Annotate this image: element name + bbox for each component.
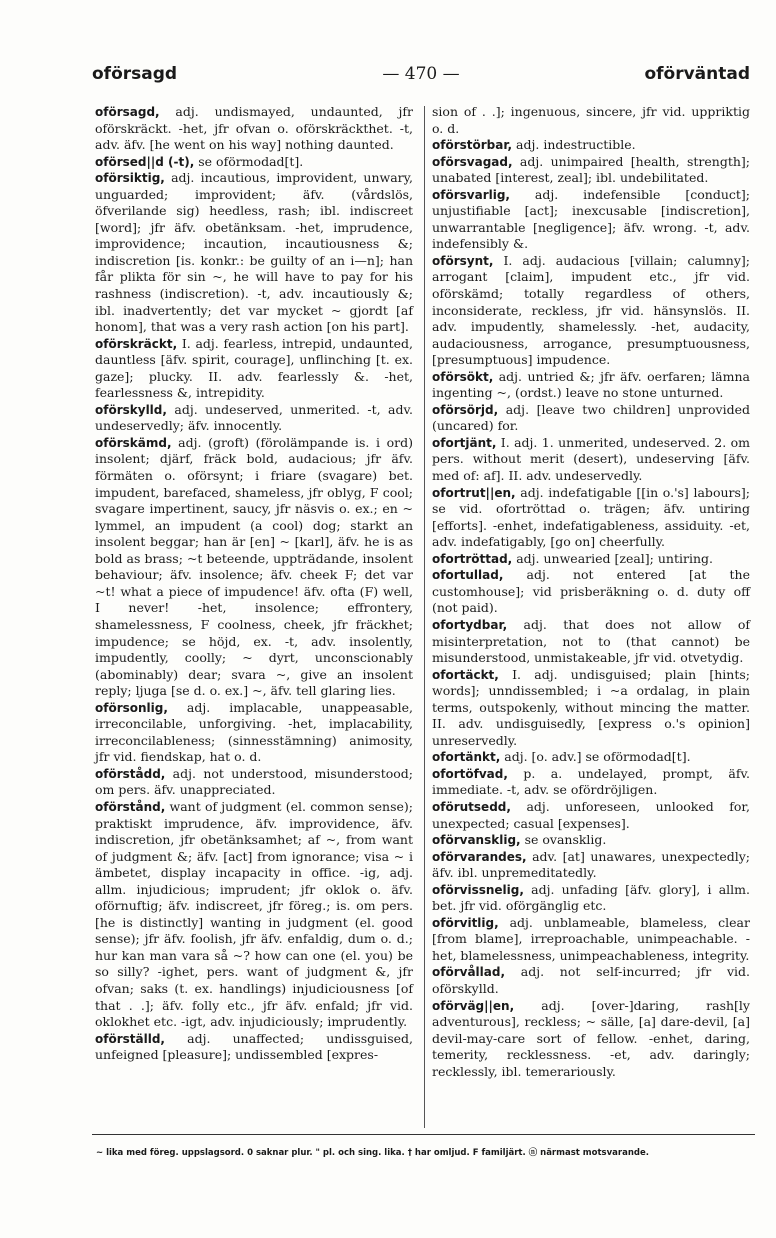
dictionary-entry xyxy=(432,154,750,187)
dictionary-entry xyxy=(432,799,750,832)
entry-body: adj. unimpaired [health, strength]; unabated [interest, zeal]; ibl. undebilitated. xyxy=(432,153,750,186)
dictionary-entry xyxy=(432,485,750,551)
dictionary-entry xyxy=(95,766,413,799)
header-left-guideword: oförsagd xyxy=(92,64,178,84)
entry-headword: oförstådd, xyxy=(95,766,166,781)
entry-body: adj. untried &; jfr äfv. oerfaren; lämna ingenting ~, (ordst.) leave no stone unturned. xyxy=(432,368,750,401)
entry-body: adj. unaffected; undissguised, unfeigned [pleasure]; undissembled [expres- xyxy=(95,1030,413,1063)
entry-headword: oförsörjd, xyxy=(432,402,499,417)
dictionary-entry xyxy=(432,104,750,137)
entry-headword: ofortröttad, xyxy=(432,551,513,566)
entry-headword: oförskylld, xyxy=(95,402,167,417)
entry-body: adj. (groft) (förolämpande is. i ord) insolent; djärf, fräck bold, audacious; jfr äfv. förmäten o. oförsynt; i friare (svagare) bet. impudent, barefaced, shameless, jfr oblyg, F cool; svagare impertinent, saucy, jfr näsvis o. ex.; en ~ lymmel, an impudent (a cool) dog; starkt an insolent beggar; han är [en] ~ [karl], äfv. he is as bold as brass; ~t beteende, uppträdande, insolent behaviour; äfv. insolence; äfv. cheek F; det var ~t! what a piece of impudence! äfv. ofta (F) well, I never! -het, insolence; effrontery, shamelessness, F coolness, cheek, jfr fräckhet; impudence; se höjd, ex. -t, adv. insolently, impudently, coolly; ~ dyrt, unconscionably (abominably) dear; svara ~, give an insolent reply; ljuga [se d. o. ex.] ~, äfv. tell glaring lies. xyxy=(95,434,413,699)
entry-body: se oförmodad[t]. xyxy=(194,153,304,169)
column-divider xyxy=(424,106,425,1128)
entry-body: adj. not understood, misunderstood; om pers. äfv. unappreciated. xyxy=(95,765,413,798)
entry-body: adj. [over-]daring, rash[ly adventurous], reckless; ~ sälle, [a] dare-devil, [a] devil-may-care sort of fellow. -enhet, daring, temerity, recklessness. -et, adv. daringly; recklessly, ibl. temerariously. xyxy=(432,997,750,1079)
page-header xyxy=(92,64,750,94)
entry-headword: oförsynt, xyxy=(432,253,494,268)
dictionary-entry xyxy=(432,915,750,965)
left-column xyxy=(95,104,413,1064)
dictionary-entry xyxy=(432,137,750,154)
entry-body: I. adj. undisguised; plain [hints; words]; unndissembled; i ~a ordalag, in plain terms, outspokenly, without mincing the matter. II. adv. undisguisedly, [express o.'s opinion] unreservedly. xyxy=(432,666,750,748)
dictionary-entry xyxy=(432,667,750,750)
right-column xyxy=(432,104,750,1080)
entry-body: adj. indestructible. xyxy=(512,137,636,153)
entry-headword: oförväg||en, xyxy=(432,998,515,1013)
entry-headword: ofortänkt, xyxy=(432,750,501,765)
entry-body: adj. implacable, unappeasable, irreconcilable, unforgiving. -het, implacability, irreconcilableness; (sinnesstämning) animosity, jfr vid. fiendskap, hat o. d. xyxy=(95,699,413,765)
entry-headword: oförstörbar, xyxy=(432,138,513,153)
footer-rule xyxy=(92,1134,755,1135)
dictionary-entry xyxy=(432,849,750,882)
dictionary-entry xyxy=(95,402,413,435)
entry-body: I. adj. 1. unmerited, undeserved. 2. om pers. without merit (desert), undeserving [äfv. med of: af]. II. adv. undeservedly. xyxy=(432,434,750,484)
entry-headword: ofortöfvad, xyxy=(432,766,508,781)
entry-body: adj. unwearied [zeal]; untiring. xyxy=(512,550,713,566)
entry-headword: oförsiktig, xyxy=(95,171,165,186)
dictionary-entry xyxy=(432,964,750,997)
entry-body: adj. unforeseen, unlooked for, unexpected; casual [expenses]. xyxy=(432,798,750,831)
dictionary-entry xyxy=(95,104,413,154)
dictionary-entry xyxy=(95,170,413,335)
entry-body: adj. undeserved, unmerited. -t, adv. undeservedly; äfv. innocently. xyxy=(95,401,413,434)
entry-body: adj. indefatigable [[in o.'s] labours]; se vid. ofortröttad o. trägen; äfv. untiring [efforts]. -enhet, indefatigableness, assiduity. -et, adv. indefatigably, [go on] cheerfully. xyxy=(432,484,750,550)
entry-headword: oförskräckt, xyxy=(95,336,178,351)
dictionary-entry xyxy=(95,154,413,171)
entry-body: adj. [o. adv.] se oförmodad[t]. xyxy=(500,749,691,765)
entry-headword: oförvitlig, xyxy=(432,915,499,930)
entry-headword: oförutsedd, xyxy=(432,799,511,814)
header-right-guideword: oförväntad xyxy=(644,64,750,84)
entry-headword: oförsonlig, xyxy=(95,700,168,715)
entry-headword: oförsökt, xyxy=(432,369,494,384)
dictionary-entry xyxy=(432,567,750,617)
entry-body: p. a. undelayed, prompt, äfv. immediate. -t, adv. se ofördröjligen. xyxy=(432,765,750,798)
dictionary-entry xyxy=(432,253,750,369)
dictionary-entry xyxy=(432,435,750,485)
entry-body: adj. incautious, improvident, unwary, unguarded; improvident; äfv. (vårdslös, öfverilande sig) heedless, rash; ibl. indiscreet [word]; jfr äfv. obetänksam. -het, imprudence, improvidence; incaution, incautiousness &; indiscretion [is. konkr.: be guilty of an i—n]; han får plikta för sin ~, he will have to pay for his rashness (indiscretion). -t, adv. incautiously &; ibl. inadvertently; det var mycket ~ gjordt [af honom], that was a very rash action [on his part]. xyxy=(95,170,413,335)
dictionary-entry xyxy=(432,749,750,766)
page-number: — 470 — xyxy=(382,64,460,84)
abbreviation-legend: ~ lika med föreg. uppslagsord. 0 saknar plur. " pl. och sing. lika. † har omljud. F familjärt. ⓝ närmast motsvarande. xyxy=(96,1148,649,1158)
entry-body: I. adj. audacious [villain; calumny]; arrogant [claim], impudent etc., jfr vid. oförskämd; totally regardless of others, inconsiderate, reckless, jfr vid. hänsynslös. II. adv. impudently, shamelessly. -het, audacity, audaciousness, arrogance, presumptuousness, [presumptuous] impudence. xyxy=(432,252,750,368)
entry-body: se ovansklig. xyxy=(520,832,607,848)
dictionary-entry xyxy=(95,336,413,402)
entry-headword: oförsvarlig, xyxy=(432,187,510,202)
entry-headword: oförsagd, xyxy=(95,105,160,119)
dictionary-entry xyxy=(95,1031,413,1064)
entry-headword: oförvissnelig, xyxy=(432,882,524,897)
entry-body: adj. not self-incurred; jfr vid. oförskylld. xyxy=(432,964,750,996)
entry-body: want of judgment (el. common sense); praktiskt imprudence, äfv. improvidence, äfv. indiscretion, jfr obetänksamhet; af ~, from want of judgment &; äfv. [act] from ignorance; visa ~ i ämbetet, display incapacity in office. -ig, adj. allm. injudicious; imprudent; jfr oklok o. äfv. oförnuftig; äfv. indiscreet, jfr föreg.; is. om pers. [he is distinctly] wanting in judgment (el. good sense); jfr äfv. foolish, jfr äfv. enfaldig, dum o. d.; hur kan man vara så ~? how can one (el. you) be so silly? -ighet, pers. want of judgment &, jfr ofvan; saks (t. ex. handlings) injudiciousness [of that . .]; äfv. folly etc., jfr äfv. enfald; jfr vid. oklokhet etc. -igt, adv. injudiciously; imprudently. xyxy=(95,798,413,1030)
entry-headword: oförvållad, xyxy=(432,965,506,980)
entry-body: adj. that does not allow of misinterpretation, not to (that cannot) be misunderstood, unmistakeable, jfr vid. otvetydig. xyxy=(432,616,750,666)
entry-body: adj. unblameable, blameless, clear [from blame], irreproachable, unimpeachable. -het, blamelessness, unimpeachableness, integrity. xyxy=(432,914,750,963)
dictionary-entry xyxy=(432,551,750,568)
entry-body: adj. undismayed, undaunted, jfr oförskräckt. -het, jfr ofvan o. oförskräckthet. -t, adv. äfv. [he went on his way] nothing daunted. xyxy=(95,104,413,153)
entry-headword: ofortäckt, xyxy=(432,667,499,682)
entry-body: adj. unfading [äfv. glory], i allm. bet. jfr vid. oförgänglig etc. xyxy=(432,881,750,914)
entry-headword: oförsed||d (-t), xyxy=(95,154,195,169)
entry-body: adj. [leave two children] unprovided (uncared) for. xyxy=(432,401,750,434)
dictionary-entry xyxy=(432,617,750,667)
dictionary-entry xyxy=(432,998,750,1081)
dictionary-entry xyxy=(432,882,750,915)
entry-headword: oförvarandes, xyxy=(432,849,527,864)
dictionary-entry xyxy=(95,700,413,766)
dictionary-entry xyxy=(95,435,413,700)
entry-body: sion of . .]; ingenuous, sincere, jfr vid. uppriktig o. d. xyxy=(432,104,750,136)
entry-headword: oförställd, xyxy=(95,1031,165,1046)
dictionary-entry xyxy=(432,402,750,435)
entry-headword: oförstånd, xyxy=(95,799,166,814)
entry-headword: ofortrut||en, xyxy=(432,485,516,500)
dictionary-entry xyxy=(432,832,750,849)
dictionary-entry xyxy=(432,369,750,402)
dictionary-entry xyxy=(95,799,413,1031)
entry-headword: oförskämd, xyxy=(95,435,172,450)
entry-headword: oförsvagad, xyxy=(432,154,513,169)
entry-body: I. adj. fearless, intrepid, undaunted, dauntless [äfv. spirit, courage], unflinching [t. ex. gaze]; plucky. II. adv. fearlessly &. -het, fearlessness &, intrepidity. xyxy=(95,335,413,401)
entry-body: adj. not entered [at the customhouse]; vid prisberäkning o. d. duty off (not paid). xyxy=(432,567,750,616)
dictionary-entry xyxy=(432,187,750,253)
entry-body: adv. [at] unawares, unexpectedly; äfv. ibl. unpremeditatedly. xyxy=(432,848,750,881)
dictionary-entry xyxy=(432,766,750,799)
entry-headword: oförvansklig, xyxy=(432,833,521,848)
entry-headword: ofortydbar, xyxy=(432,617,508,632)
entry-headword: ofortjänt, xyxy=(432,435,497,450)
entry-headword: ofortullad, xyxy=(432,568,504,583)
entry-body: adj. indefensible [conduct]; unjustifiable [act]; inexcusable [indiscretion], unwarrantable [negligence]; äfv. wrong. -t, adv. indefensibly &. xyxy=(432,186,750,252)
